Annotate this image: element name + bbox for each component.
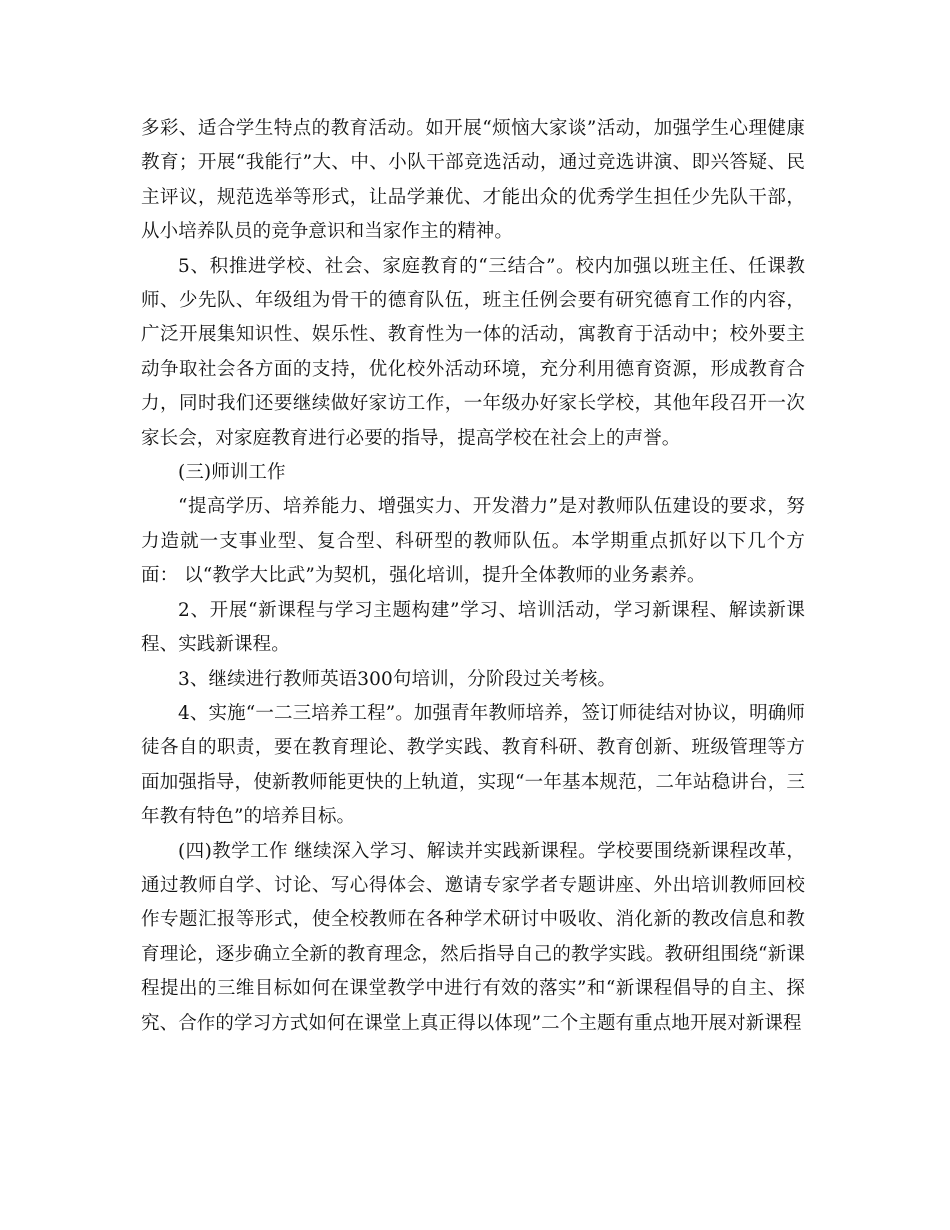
paragraph-item-3: 3、继续进行教师英语300句培训，分阶段过关考核。	[178, 668, 617, 690]
paragraph-item-2: 2、开展“新课程与学习主题构建”学习、培训活动，学习新课程、解读新课程、实践新课程。	[141, 599, 805, 656]
document-body	[141, 112, 805, 1041]
section-heading-teaching-work: (四)教学工作 继续深入学习、解读并实践新课程。学校要围绕新课程改革，通过教师自学、讨论、写心得体会、邀请专家学者专题讲座、外出培训教师回校作专题汇报等形式，使全校教师在各种学术研讨中吸收、消化新的教改信息和教育理论，逐步确立全新的教育理念，然后指导自己的教学实践。教研组围绕“新课程提出的三维目标如何在课堂教学中进行有效的落实”和“新课程倡导的自主、探究、合作的学习方式如何在课堂上真正得以体现”二个主题有重点地开展对新课程	[141, 840, 805, 1034]
paragraph-item-5: 5、积推进学校、社会、家庭教育的“三结合”。校内加强以班主任、任课教师、少先队、年级组为骨干的德育队伍，班主任例会要有研究德育工作的内容，广泛开展集知识性、娱乐性、教育性为一体的活动，寓教育于活动中；校外要主动争取社会各方面的支持，优化校外活动环境，充分利用德育资源，形成教育合力，同时我们还要继续做好家访工作，一年级办好家长学校，其他年段召开一次家长会，对家庭教育进行必要的指导，提高学校在社会上的声誉。	[141, 255, 805, 449]
paragraph-continued: 多彩、适合学生特点的教育活动。如开展“烦恼大家谈”活动，加强学生心理健康教育；开展“我能行”大、中、小队干部竞选活动，通过竞选讲演、即兴答疑、民主评议，规范选举等形式，让品学兼优、才能出众的优秀学生担任少先队干部，从小培养队员的竞争意识和当家作主的精神。	[141, 118, 805, 243]
paragraph-training-goals: “提高学历、培养能力、增强实力、开发潜力”是对教师队伍建设的要求，努力造就一支事业型、复合型、科研型的教师队伍。本学期重点抓好以下几个方面： 以“教学大比武”为契机，强化培训，提升全体教师的业务素养。	[141, 496, 805, 587]
paragraph-item-4: 4、实施“一二三培养工程”。加强青年教师培养，签订师徒结对协议，明确师徒各自的职责，要在教育理论、教学实践、教育科研、教育创新、班级管理等方面加强指导，使新教师能更快的上轨道，实现“一年基本规范，二年站稳讲台，三年教有特色”的培养目标。	[141, 702, 805, 828]
section-heading-teacher-training: (三)师训工作	[178, 462, 286, 484]
